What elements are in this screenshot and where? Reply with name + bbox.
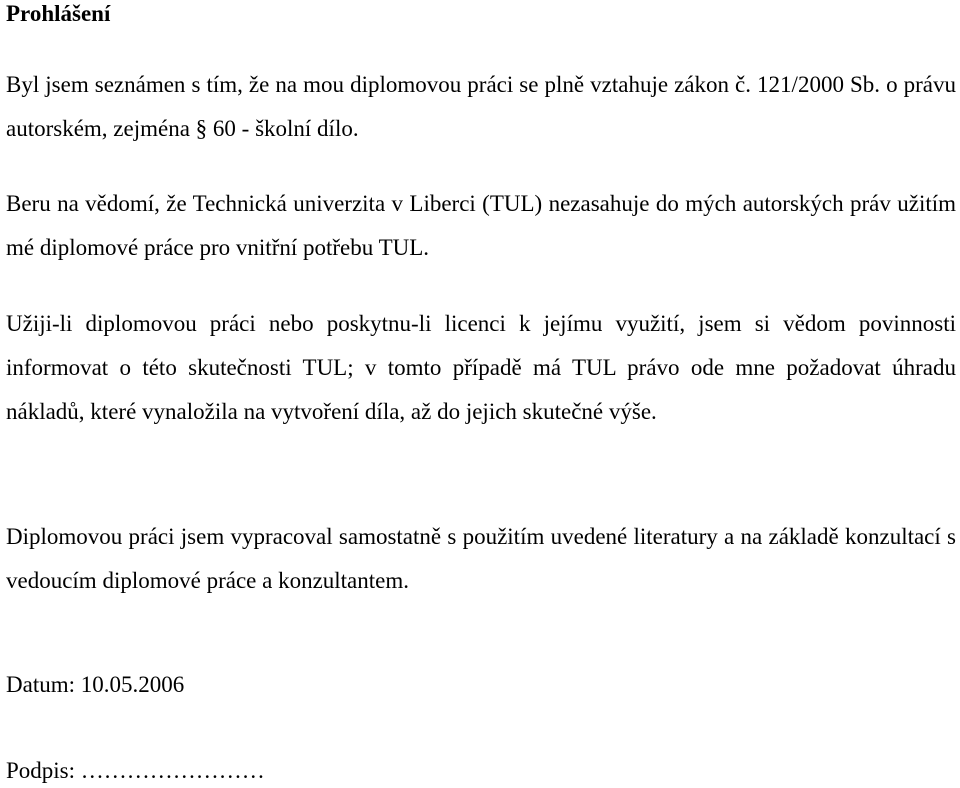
date-label: Datum: [6,672,75,697]
paragraph-independent-work: Diplomovou práci jsem vypracoval samostatně s použitím uvedené literatury a na základě konzultací s vedoucím diplomové práce a konzultantem. [6,524,956,593]
document-heading: Prohlášení [6,1,111,26]
date-value: 10.05.2006 [80,672,185,697]
paragraph-copyright-law: Byl jsem seznámen s tím, že na mou diplomovou práci se plně vztahuje zákon č. 121/2000 Sb. o právu autorském, zejména § 60 - školní dílo. [6,72,956,141]
signature-label: Podpis: [6,758,76,783]
signature-line [6,756,265,786]
paragraph-tul-rights: Beru na vědomí, že Technická univerzita v Liberci (TUL) nezasahuje do mých autorských práv užitím mé diplomové práce pro vnitřní potřebu TUL. [6,191,956,260]
signature-placeholder: …………………… [80,758,265,783]
paragraph-licence-obligation: Užiji-li diplomovou práci nebo poskytnu-li licenci k jejímu využití, jsem si vědom povinnosti informovat o této skutečnosti TUL; v tomto případě má TUL právo ode mne požadovat úhradu nákladů, které vynaložila na vytvoření díla, až do jejich skutečné výše. [6,311,956,424]
date-line [6,670,184,700]
